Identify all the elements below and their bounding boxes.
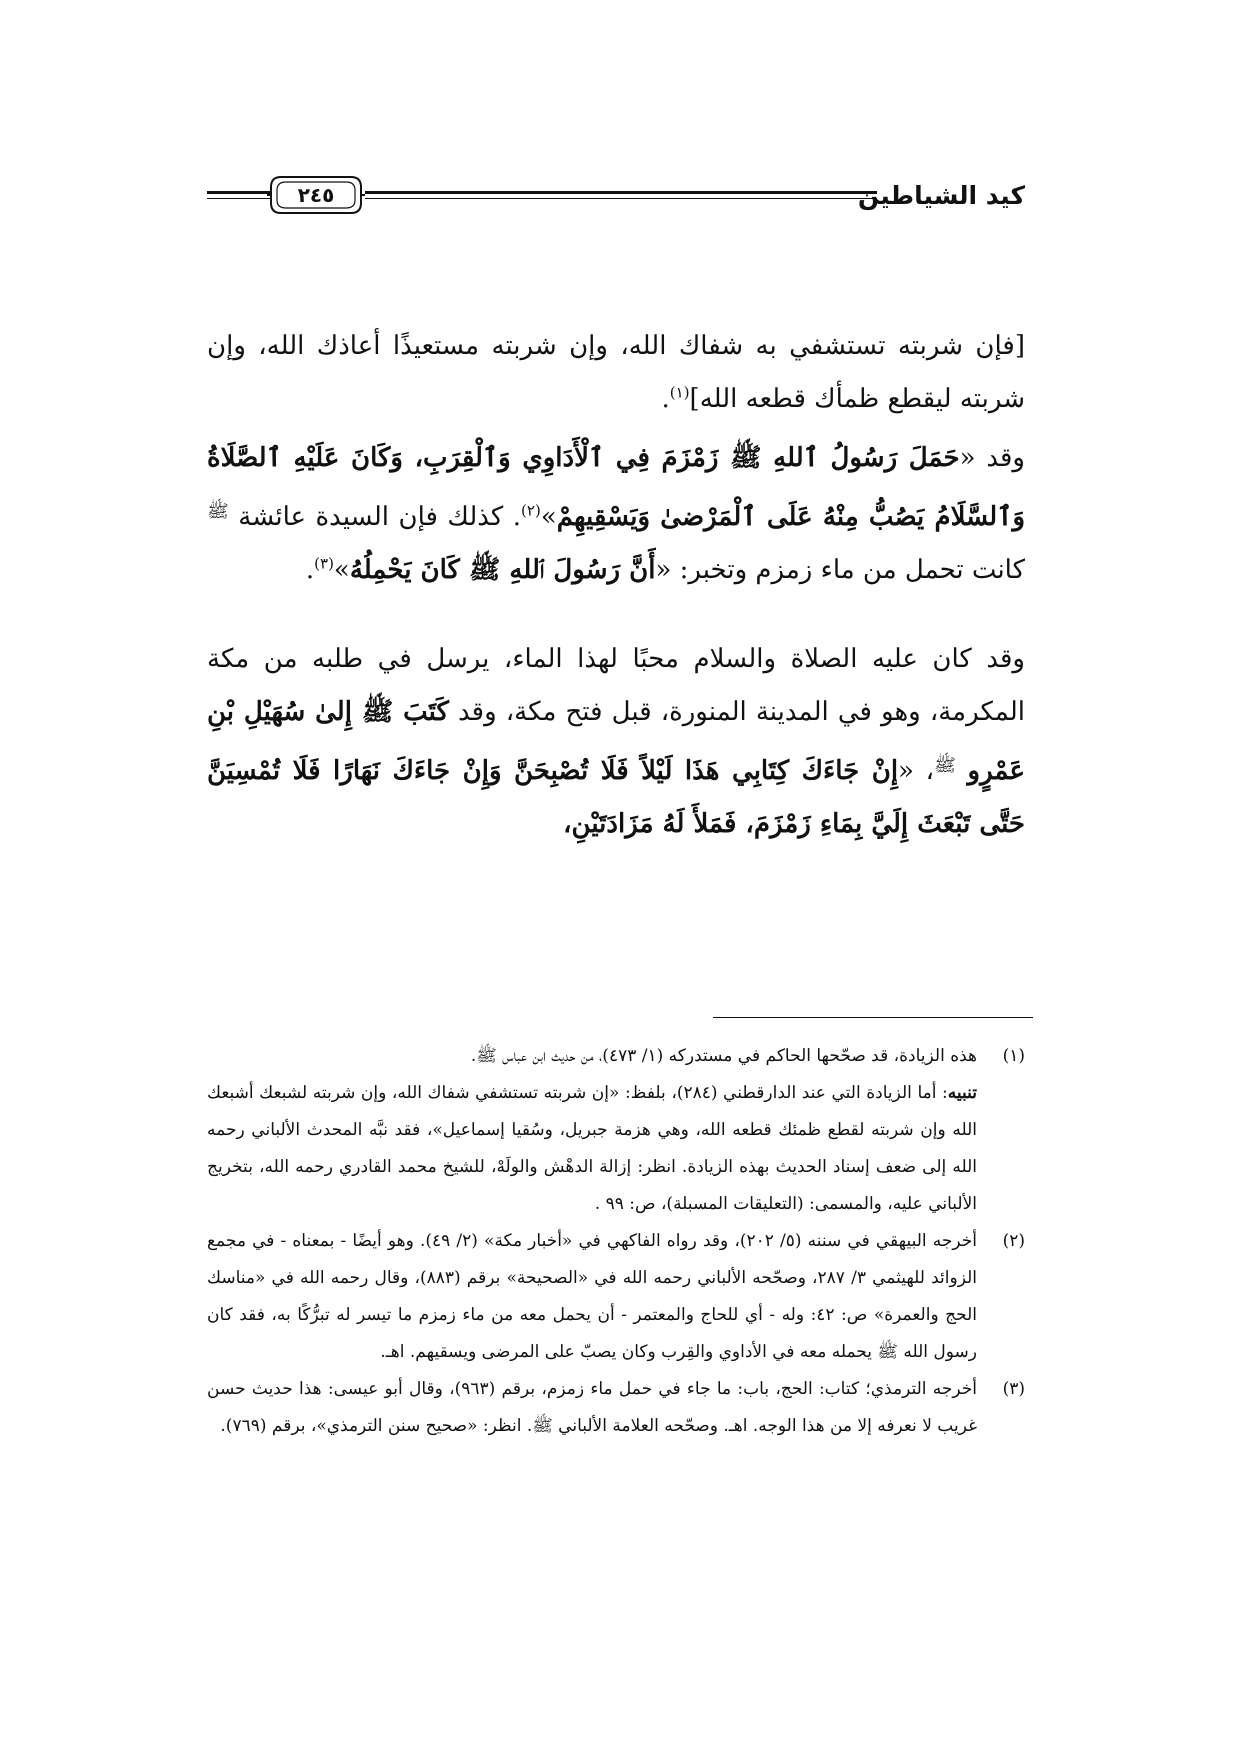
footnote-ref-3: (٣) bbox=[314, 554, 334, 573]
footnote-text: هذه الزيادة، قد صحّحها الحاكم في مستدركه (١/ ٤٧٣)، من حديث ابن عباس ﷺ. bbox=[470, 1046, 977, 1066]
paragraph-2-mid2: كانت تحمل من ماء زمزم وتخبر: « bbox=[655, 555, 1025, 585]
quote-close-2: » bbox=[333, 555, 350, 585]
footnote-2 bbox=[207, 1223, 1025, 1371]
hadith-text-1: حَمَلَ رَسُولُ ٱللهِ ﷺ زَمْزَمَ فِي ٱلْأَدَاوِي وَٱلْقِرَبِ، وَكَانَ عَلَيْهِ ٱلصَّلَاةُ وَٱلسَّلَامُ يَصُبُّ مِنْهُ عَلَى ٱلْمَرْضىٰ وَيَسْقِيهِمْ bbox=[207, 443, 1026, 532]
honorific-icon: ﷺ bbox=[934, 755, 956, 776]
footnote-3 bbox=[207, 1371, 1025, 1445]
footnote-ref-1: (١) bbox=[669, 383, 690, 402]
footnote-number: (٣) bbox=[1002, 1379, 1025, 1399]
paragraph-2 bbox=[207, 432, 1025, 597]
quote-text: [فإن شربته تستشفي به شفاك الله، وإن شربته مستعيذًا أعاذك الله، وإن شربته ليقطع ظمأك قطعه الله] bbox=[207, 331, 1025, 414]
paragraph-3-bold-2: إِنْ جَاءَكَ كِتَابِي هَذَا لَيْلاً فَلَا تُصْبِحَنَّ وَإِنْ جَاءَكَ نَهَارًا فَلَا تُمْسِيَنَّ حَتَّى تَبْعَثَ إِلَيَّ بِمَاءِ زَمْزَمَ، فَمَلأَ لَهُ مَزَادَتَيْنِ، bbox=[207, 756, 1025, 839]
paragraph-2-intro: وقد « bbox=[959, 443, 1025, 473]
page-number-frame bbox=[267, 169, 365, 221]
paragraph-3-bold-1: كَتَبَ ﷺ إِلىٰ سُهَيْلِ بْنِ عَمْرٍو bbox=[207, 697, 1025, 786]
book-title: كيد الشياطين bbox=[857, 181, 1025, 210]
footnotes bbox=[207, 1038, 1025, 1445]
footnote-text: أخرجه البيهقي في سننه (٥/ ٢٠٢)، وقد رواه الفاكهي في «أخبار مكة» (٢/ ٤٩). وهو أيضًا - بمعناه - في مجمع الزوائد للهيثمي ٣/ ٢٨٧، وصحّحه الألباني رحمه الله في «الصحيحة» برقم (٨٨٣)، وقال رحمه الله في «مناسك الحج والعمرة» ص: ٤٢: وله - أي للحاج والمعتمر - أن يحمل معه من ماء زمزم ما تيسر له تبرُّكًا به، فقد كان رسول الله ﷺ يحمله معه في الأداوي والقِرب وكان يصبّ على المرضى ويسقيهم. اهـ. bbox=[207, 1231, 977, 1362]
hadith-text-2: أَنَّ رَسُولَ ٱللهِ ﷺ كَانَ يَحْمِلُهُ bbox=[349, 555, 656, 585]
footnote-number: (١) bbox=[1002, 1046, 1025, 1066]
paragraph-2-end: . bbox=[305, 555, 315, 585]
footnote-separator bbox=[713, 1017, 1033, 1018]
honorific-icon: ﷺ bbox=[207, 501, 229, 522]
header-rule bbox=[365, 191, 877, 199]
paragraph-3-sep: ، « bbox=[898, 756, 935, 786]
main-text bbox=[207, 320, 1025, 851]
quote-close-1: » bbox=[540, 502, 557, 532]
footnote-note-label: تنبيه bbox=[947, 1083, 977, 1103]
paragraph-3 bbox=[207, 633, 1025, 851]
footnote-ref-2: (٢) bbox=[521, 501, 541, 520]
page-header bbox=[207, 165, 1025, 235]
footnote-number: (٢) bbox=[1002, 1231, 1025, 1251]
paragraph-2-mid: . كذلك فإن السيدة عائشة bbox=[238, 502, 522, 532]
paragraph-1: [فإن شربته تستشفي به شفاك الله، وإن شربته مستعيذًا أعاذك الله، وإن شربته ليقطع ظمأك قطعه الله]$^{(١)}$. bbox=[207, 331, 1025, 414]
page-number: ٢٤٥ bbox=[297, 183, 335, 207]
header-rule-left bbox=[207, 191, 270, 199]
paragraph-3-intro: وقد كان عليه الصلاة والسلام محبًا لهذا الماء، يرسل في طلبه من مكة المكرمة، وهو في المدينة المنورة، قبل فتح مكة، وقد bbox=[207, 644, 1025, 727]
footnote-note-text: : أما الزيادة التي عند الدارقطني (٢٨٤)، بلفظ: «إن شربته تستشفي شفاك الله، وإن شربته لشبعك أشبعك الله وإن شربته لقطع ظمئك قطعه الله، وهي هزمة جبريل، وسُقيا إسماعيل»، فقد نبَّه المحدث الألباني رحمه الله إلى ضعف إسناد الحديث بهذه الزيادة. انظر: إزالة الدهْش والولَهْ، للشيخ محمد القادري رحمه الله، بتخريج الألباني عليه، والمسمى: (التعليقات المسبلة)، ص: ٩٩ . bbox=[207, 1083, 977, 1214]
footnote-text: أخرجه الترمذي؛ كتاب: الحج، باب: ما جاء في حمل ماء زمزم، برقم (٩٦٣)، وقال أبو عيسى: هذا حديث حسن غريب لا نعرفه إلا من هذا الوجه. اهـ. وصحّحه العلامة الألباني ﷺ. انظر: «صحيح سنن الترمذي»، برقم (٧٦٩). bbox=[207, 1379, 977, 1436]
footnote-1 bbox=[207, 1038, 1025, 1223]
